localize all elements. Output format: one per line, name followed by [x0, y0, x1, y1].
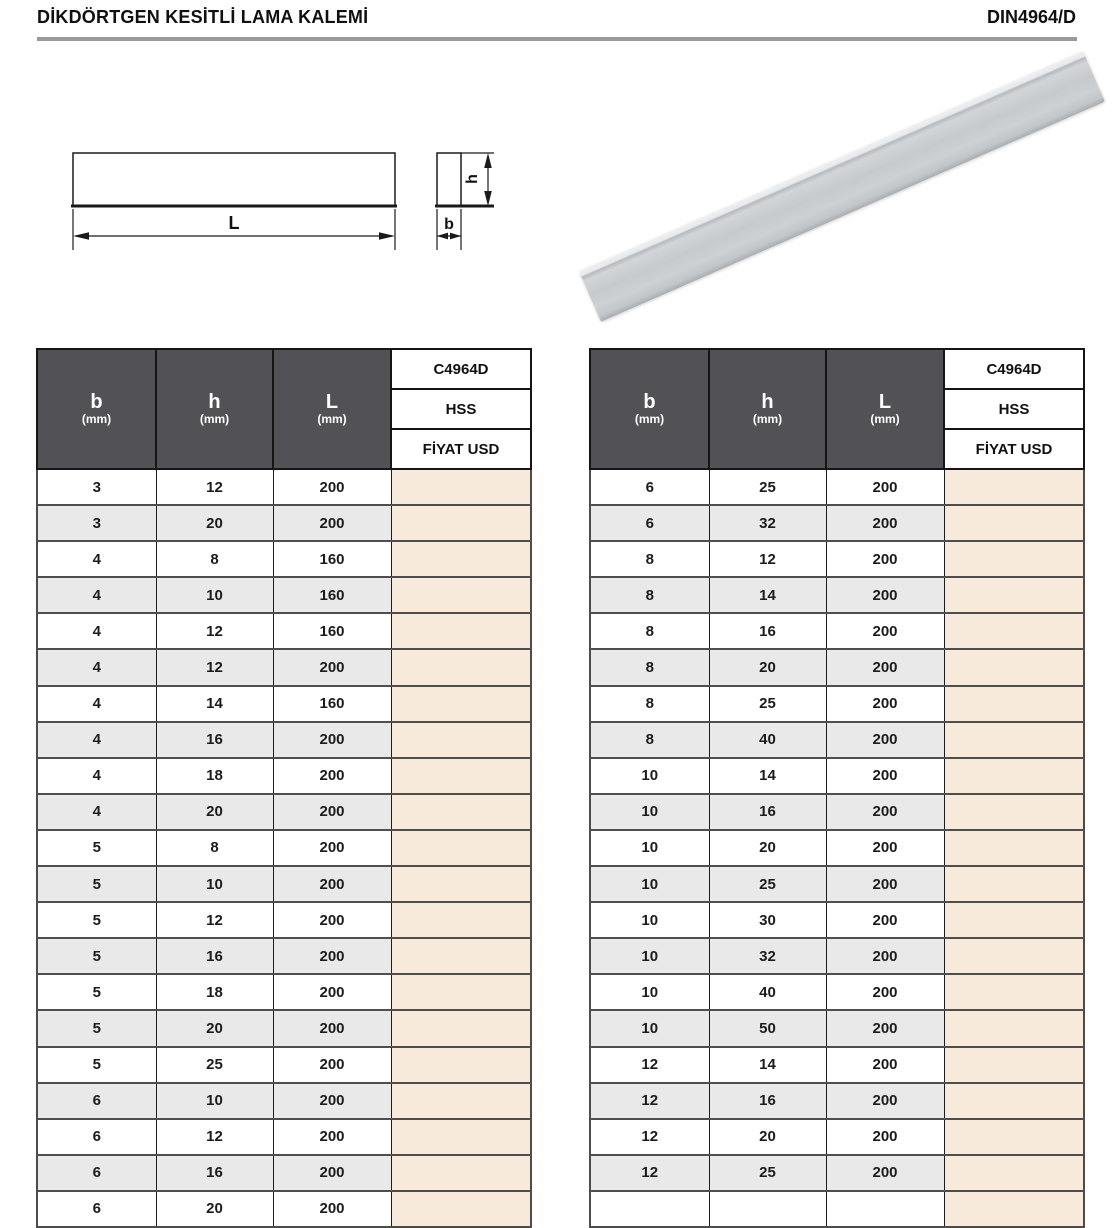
dimension-cell: [709, 1191, 826, 1227]
dimension-cell: 5: [37, 866, 156, 902]
column-header-L: [826, 349, 944, 469]
column-header-b: [590, 349, 709, 469]
column-unit: (mm): [870, 412, 900, 426]
dimension-cell: 32: [709, 505, 826, 541]
dimension-cell: 4: [37, 541, 156, 577]
dimension-cell: 20: [709, 830, 826, 866]
table-row: [37, 830, 531, 866]
dimension-cell: 16: [709, 613, 826, 649]
dimension-cell: 200: [273, 902, 391, 938]
price-cell: [391, 613, 531, 649]
price-cell: [944, 974, 1084, 1010]
dimension-cell: 4: [37, 794, 156, 830]
dimension-cell: 200: [273, 722, 391, 758]
column-label: b: [90, 391, 103, 413]
dimension-cell: 16: [709, 1083, 826, 1119]
dimension-cell: 12: [590, 1083, 709, 1119]
price-cell: [391, 1191, 531, 1227]
dimension-cell: 10: [590, 866, 709, 902]
dimension-cell: 200: [273, 505, 391, 541]
width-dim-label: b: [444, 216, 454, 233]
dimension-cell: 12: [156, 613, 273, 649]
table-row: [37, 866, 531, 902]
table-row: [37, 1119, 531, 1155]
price-cell: [391, 722, 531, 758]
dimension-cell: 200: [273, 866, 391, 902]
dimension-cell: 200: [826, 649, 944, 685]
price-cell: [944, 577, 1084, 613]
dimension-cell: 12: [156, 469, 273, 505]
dimension-cell: 200: [273, 758, 391, 794]
dimension-cell: 6: [37, 1155, 156, 1191]
dimension-cell: 8: [590, 613, 709, 649]
dimension-cell: 10: [590, 794, 709, 830]
dimension-cell: 14: [709, 577, 826, 613]
table-row: [590, 1010, 1084, 1046]
dimension-cell: 200: [826, 1155, 944, 1191]
dimension-cell: 160: [273, 613, 391, 649]
table-row: [590, 577, 1084, 613]
dimension-cell: 4: [37, 686, 156, 722]
dimension-cell: 200: [826, 1119, 944, 1155]
dimension-cell: 25: [709, 469, 826, 505]
table-row: [590, 794, 1084, 830]
dimension-cell: 200: [826, 577, 944, 613]
dimension-cell: 20: [709, 1119, 826, 1155]
price-header-material: HSS: [391, 389, 531, 429]
table-row: [590, 938, 1084, 974]
dimension-cell: 200: [273, 1083, 391, 1119]
column-unit: (mm): [199, 412, 230, 426]
column-unit: (mm): [81, 412, 112, 426]
table-row: [590, 974, 1084, 1010]
dimension-cell: 8: [590, 722, 709, 758]
dimension-cell: 16: [156, 938, 273, 974]
price-cell: [944, 649, 1084, 685]
dimension-cell: 18: [156, 974, 273, 1010]
table-row: [590, 613, 1084, 649]
dimension-price-table-left: [36, 348, 532, 1228]
product-photo: [575, 55, 1113, 321]
dimension-cell: 12: [590, 1155, 709, 1191]
table-row: [590, 1155, 1084, 1191]
column-label: h: [761, 391, 774, 413]
dimension-cell: 10: [590, 938, 709, 974]
table-row: [590, 866, 1084, 902]
dimension-cell: 20: [156, 505, 273, 541]
dimension-cell: 12: [590, 1047, 709, 1083]
dimension-cell: 200: [273, 794, 391, 830]
dimension-cell: 200: [826, 1010, 944, 1046]
price-cell: [944, 902, 1084, 938]
dimension-cell: 200: [826, 686, 944, 722]
price-table: [589, 348, 1085, 1228]
technical-drawing: [36, 138, 536, 273]
dimension-cell: 25: [709, 866, 826, 902]
dimension-cell: 14: [709, 1047, 826, 1083]
dimension-cell: 10: [590, 902, 709, 938]
dimension-cell: 8: [156, 830, 273, 866]
table-row: [590, 758, 1084, 794]
dimension-cell: 5: [37, 830, 156, 866]
dimension-cell: 40: [709, 722, 826, 758]
dimension-cell: 200: [826, 974, 944, 1010]
dimension-cell: 200: [826, 794, 944, 830]
price-cell: [391, 794, 531, 830]
price-cell: [944, 722, 1084, 758]
table-row: [590, 649, 1084, 685]
dimension-cell: 200: [826, 541, 944, 577]
dimension-price-table-right: [589, 348, 1085, 1228]
table-row: [37, 686, 531, 722]
dimension-cell: 8: [590, 649, 709, 685]
table-row: [37, 1191, 531, 1227]
table-row: [37, 649, 531, 685]
page-title: DİKDÖRTGEN KESİTLİ LAMA KALEMİ: [37, 7, 369, 27]
dimension-cell: 200: [826, 1047, 944, 1083]
table-row: [37, 902, 531, 938]
table-row: [590, 686, 1084, 722]
dimension-cell: 4: [37, 613, 156, 649]
dimension-cell: 12: [709, 541, 826, 577]
dimension-cell: 200: [826, 758, 944, 794]
dimension-cell: 5: [37, 938, 156, 974]
dimension-cell: 12: [156, 1119, 273, 1155]
column-unit: (mm): [317, 412, 347, 426]
table-row: [37, 1047, 531, 1083]
price-cell: [391, 1010, 531, 1046]
price-cell: [944, 758, 1084, 794]
table-row: [590, 469, 1084, 505]
dimension-cell: 10: [590, 1010, 709, 1046]
price-cell: [391, 505, 531, 541]
price-cell: [944, 1191, 1084, 1227]
dimension-cell: 16: [156, 1155, 273, 1191]
dimension-cell: 160: [273, 541, 391, 577]
column-label: L: [325, 391, 339, 413]
dimension-cell: 200: [826, 505, 944, 541]
column-label: b: [643, 391, 656, 413]
table-row: [37, 577, 531, 613]
dimension-cell: 8: [156, 541, 273, 577]
table-row: [37, 938, 531, 974]
price-cell: [944, 505, 1084, 541]
dimension-cell: 18: [156, 758, 273, 794]
dimension-cell: 10: [156, 577, 273, 613]
dimension-cell: 6: [590, 505, 709, 541]
dimension-cell: 6: [590, 469, 709, 505]
table-row: [590, 1083, 1084, 1119]
table-row: [37, 722, 531, 758]
price-cell: [391, 469, 531, 505]
dimension-cell: 3: [37, 505, 156, 541]
dimension-cell: 10: [590, 830, 709, 866]
dimension-cell: 200: [273, 938, 391, 974]
dimension-cell: 8: [590, 686, 709, 722]
price-cell: [944, 794, 1084, 830]
standard-code: DIN4964/D: [986, 7, 1076, 27]
side-view-outline: [73, 153, 395, 206]
header-divider: [37, 37, 1077, 41]
table-row: [37, 541, 531, 577]
table-row: [590, 505, 1084, 541]
price-cell: [944, 1010, 1084, 1046]
dimension-cell: 4: [37, 649, 156, 685]
price-cell: [391, 1155, 531, 1191]
dimension-cell: 14: [709, 758, 826, 794]
dimension-cell: 200: [826, 613, 944, 649]
dimension-cell: 160: [273, 686, 391, 722]
table-row: [37, 794, 531, 830]
dimension-cell: 4: [37, 758, 156, 794]
price-cell: [391, 1119, 531, 1155]
dimension-cell: 200: [273, 1155, 391, 1191]
column-label: L: [878, 391, 892, 413]
dimension-cell: 200: [826, 722, 944, 758]
price-table: [36, 348, 532, 1228]
column-header-b: [37, 349, 156, 469]
price-header-material: HSS: [944, 389, 1084, 429]
table-row: [590, 830, 1084, 866]
dimension-cell: 6: [37, 1083, 156, 1119]
dimension-cell: 12: [156, 649, 273, 685]
dimension-cell: 10: [156, 1083, 273, 1119]
dimension-cell: 32: [709, 938, 826, 974]
dimension-cell: 200: [826, 902, 944, 938]
price-header-label: FİYAT USD: [391, 429, 531, 469]
length-dim-label: L: [228, 213, 240, 233]
table-row: [37, 505, 531, 541]
table-row: [590, 902, 1084, 938]
price-cell: [944, 613, 1084, 649]
table-row: [590, 541, 1084, 577]
price-cell: [944, 1047, 1084, 1083]
dimension-cell: 8: [590, 577, 709, 613]
price-cell: [944, 866, 1084, 902]
table-row: [37, 1155, 531, 1191]
dimension-cell: 200: [273, 830, 391, 866]
dimension-cell: 200: [826, 866, 944, 902]
table-row: [37, 758, 531, 794]
price-cell: [391, 649, 531, 685]
dimension-cell: 200: [273, 469, 391, 505]
table-row: [590, 1191, 1084, 1227]
dimension-cell: 20: [156, 794, 273, 830]
price-cell: [391, 686, 531, 722]
dimension-cell: 10: [590, 758, 709, 794]
dimension-cell: 5: [37, 1010, 156, 1046]
column-unit: (mm): [634, 412, 665, 426]
dimension-cell: 160: [273, 577, 391, 613]
dimension-cell: 20: [709, 649, 826, 685]
price-cell: [944, 1083, 1084, 1119]
dimension-cell: 12: [590, 1119, 709, 1155]
dimension-cell: 200: [826, 938, 944, 974]
price-header-label: FİYAT USD: [944, 429, 1084, 469]
dimension-cell: 6: [37, 1191, 156, 1227]
dimension-cell: 16: [709, 794, 826, 830]
dimension-cell: 200: [273, 1119, 391, 1155]
price-cell: [391, 541, 531, 577]
price-cell: [944, 469, 1084, 505]
dimension-cell: 25: [709, 1155, 826, 1191]
table-row: [590, 722, 1084, 758]
dimension-cell: 10: [590, 974, 709, 1010]
price-cell: [391, 1047, 531, 1083]
dimension-cell: [590, 1191, 709, 1227]
table-row: [590, 1119, 1084, 1155]
table-row: [37, 974, 531, 1010]
dimension-cell: 40: [709, 974, 826, 1010]
dimension-cell: 20: [156, 1191, 273, 1227]
price-cell: [391, 866, 531, 902]
dimension-cell: 16: [156, 722, 273, 758]
table-row: [37, 1010, 531, 1046]
dimension-cell: 200: [826, 830, 944, 866]
dimension-cell: 200: [273, 1191, 391, 1227]
column-header-h: [709, 349, 826, 469]
dimension-cell: [826, 1191, 944, 1227]
dimension-cell: 200: [273, 649, 391, 685]
cross-section-outline: [437, 153, 461, 206]
price-header-code: C4964D: [391, 349, 531, 389]
dimension-cell: 30: [709, 902, 826, 938]
price-cell: [944, 1155, 1084, 1191]
dimension-cell: 8: [590, 541, 709, 577]
price-cell: [944, 686, 1084, 722]
price-cell: [391, 1083, 531, 1119]
price-cell: [944, 938, 1084, 974]
dimension-cell: 14: [156, 686, 273, 722]
price-cell: [391, 758, 531, 794]
price-header-code: C4964D: [944, 349, 1084, 389]
dimension-cell: 200: [826, 469, 944, 505]
price-cell: [944, 1119, 1084, 1155]
table-row: [37, 613, 531, 649]
dimension-cell: 200: [273, 974, 391, 1010]
tool-bit-bar-image: [579, 51, 1105, 322]
dimension-cell: 6: [37, 1119, 156, 1155]
dimension-cell: 50: [709, 1010, 826, 1046]
price-cell: [944, 830, 1084, 866]
column-header-L: [273, 349, 391, 469]
dimension-cell: 12: [156, 902, 273, 938]
price-cell: [391, 577, 531, 613]
column-label: h: [208, 391, 221, 413]
price-cell: [391, 974, 531, 1010]
table-row: [590, 1047, 1084, 1083]
table-row: [37, 1083, 531, 1119]
dimension-cell: 200: [826, 1083, 944, 1119]
dimension-cell: 25: [709, 686, 826, 722]
column-unit: (mm): [752, 412, 783, 426]
height-dim-label: h: [464, 174, 481, 184]
dimension-cell: 10: [156, 866, 273, 902]
dimension-cell: 3: [37, 469, 156, 505]
column-header-h: [156, 349, 273, 469]
dimension-cell: 20: [156, 1010, 273, 1046]
dimension-cell: 5: [37, 974, 156, 1010]
dimension-cell: 200: [273, 1047, 391, 1083]
price-cell: [391, 830, 531, 866]
dimension-cell: 200: [273, 1010, 391, 1046]
dimension-cell: 4: [37, 577, 156, 613]
price-cell: [391, 938, 531, 974]
dimension-cell: 4: [37, 722, 156, 758]
dimension-cell: 5: [37, 1047, 156, 1083]
price-cell: [391, 902, 531, 938]
dimension-cell: 25: [156, 1047, 273, 1083]
dimension-cell: 5: [37, 902, 156, 938]
table-row: [37, 469, 531, 505]
price-cell: [944, 541, 1084, 577]
